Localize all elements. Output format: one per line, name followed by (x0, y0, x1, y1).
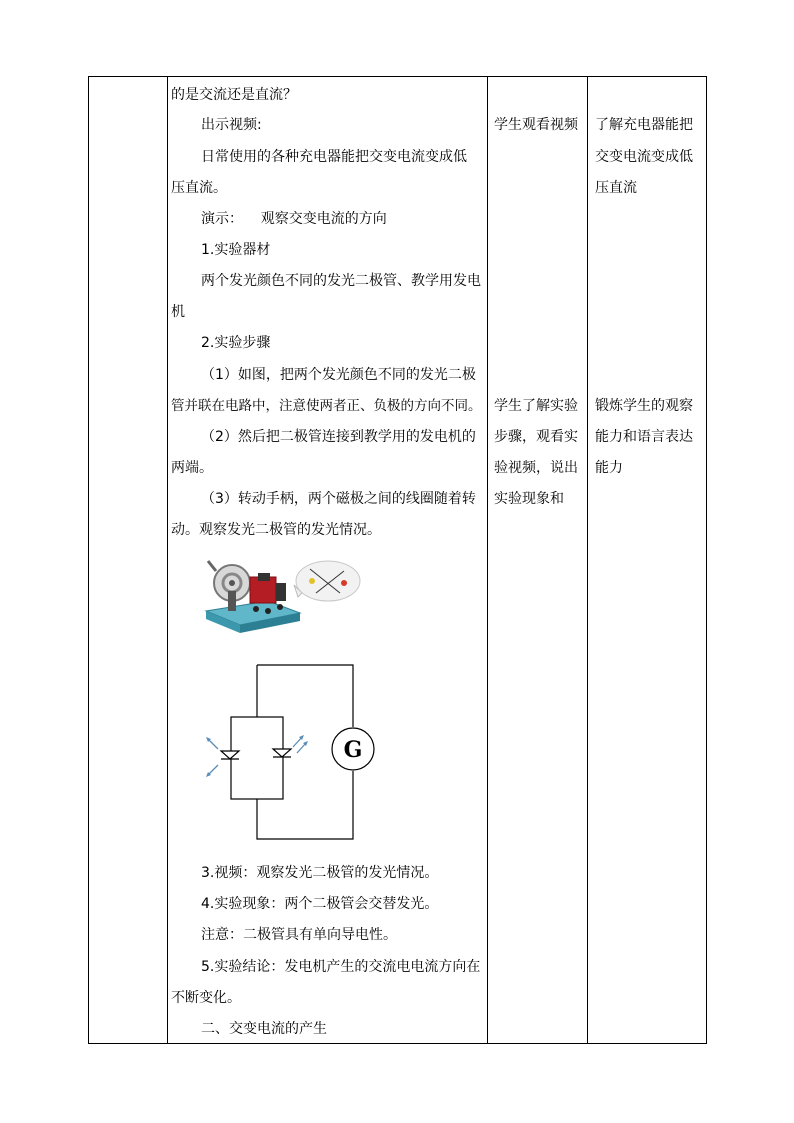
circuit-diagram (201, 661, 391, 841)
lesson-table (88, 76, 707, 1044)
content-line: 4.实验现象：两个二极管会交替发光。 (201, 896, 439, 912)
content-line: 不断变化。 (171, 990, 241, 1006)
content-line: 5.实验结论：发电机产生的交流电电流方向在 (201, 959, 481, 975)
purpose-line: 压直流 (595, 180, 637, 196)
student-activity-line: 学生了解实验 (494, 398, 578, 414)
led-left (206, 737, 239, 777)
student-activity-line: 实验现象和 (494, 491, 564, 507)
content-line: （1）如图，把两个发光颜色不同的发光二极 (201, 367, 476, 383)
content-line: 两个发光颜色不同的发光二极管、教学用发电 (201, 273, 481, 289)
content-line: 压直流。 (171, 180, 227, 196)
content-line: 1.实验器材 (201, 242, 271, 258)
content-line: 演示： 观察交变电流的方向 (201, 211, 387, 227)
content-line: 出示视频: (201, 117, 262, 133)
content-line: 动。观察发光二极管的发光情况。 (171, 522, 381, 538)
content-line: 3.视频：观察发光二极管的发光情况。 (201, 865, 439, 881)
student-activity-line: 学生观看视频 (494, 117, 578, 133)
generator-label: G (343, 737, 363, 763)
led-right (273, 735, 308, 757)
content-line: 2.实验步骤 (201, 335, 271, 351)
content-line: 注意：二极管具有单向导电性。 (201, 927, 397, 943)
content-line: （2）然后把二极管连接到教学用的发电机的 (201, 429, 476, 445)
column-divider (487, 77, 488, 1043)
student-activity-line: 步骤，观看实 (494, 429, 578, 445)
purpose-line: 交变电流变成低 (595, 149, 693, 165)
content-line: 日常使用的各种充电器能把交变电流变成低 (201, 149, 467, 165)
content-line: 机 (171, 304, 185, 320)
content-line: 两端。 (171, 460, 213, 476)
content-line: （3）转动手柄，两个磁极之间的线圈随着转 (201, 491, 476, 507)
purpose-line: 能力 (595, 460, 623, 476)
purpose-line: 能力和语言表达 (595, 429, 693, 445)
content-line: 的是交流还是直流？ (171, 87, 297, 103)
content-line: 管并联在电路中，注意使两者正、负极的方向不同。 (171, 398, 482, 414)
purpose-line: 锻炼学生的观察 (595, 398, 693, 414)
column-divider (167, 77, 168, 1043)
content-line: 二、交变电流的产生 (201, 1021, 327, 1037)
generator-photo (202, 553, 362, 635)
column-divider (587, 77, 588, 1043)
purpose-line: 了解充电器能把 (595, 117, 693, 133)
student-activity-line: 验视频，说出 (494, 460, 578, 476)
